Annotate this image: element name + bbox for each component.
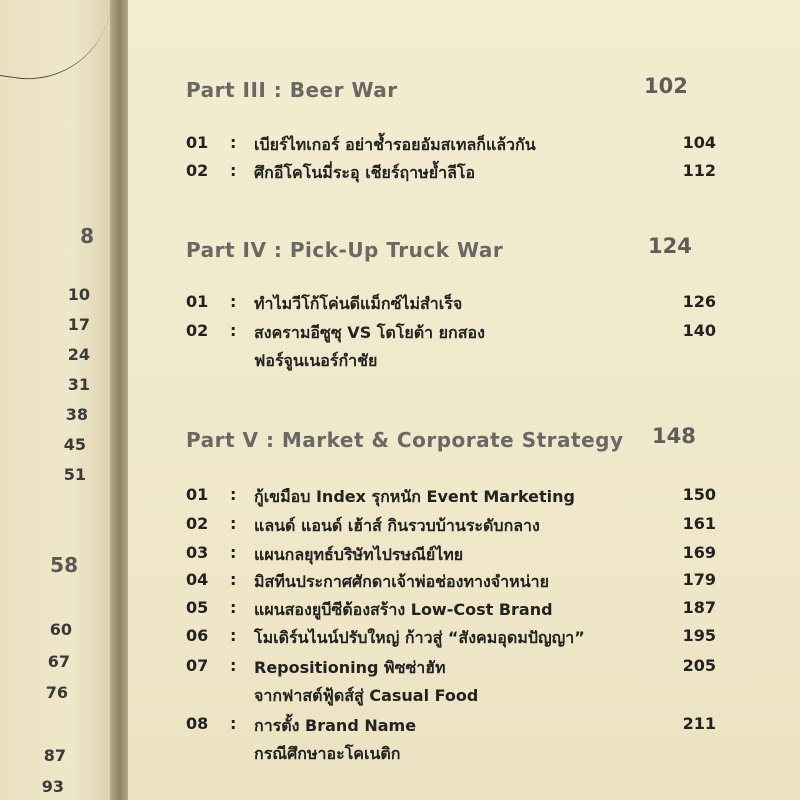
entry-title: ศึกอีโคโนมี่ระอุ เชียร์ฤาษย้ำลีโอ: [254, 163, 476, 182]
left-page-number: 76: [45, 683, 68, 702]
entry-colon: :: [230, 656, 237, 675]
entry-number: 02: [186, 321, 209, 340]
part-page-number: 102: [644, 74, 688, 98]
right-page: [128, 0, 800, 800]
left-page-number: 93: [41, 777, 64, 796]
entry-page: 104: [682, 133, 716, 152]
entry-number: 03: [186, 543, 209, 562]
entry-colon: :: [230, 161, 237, 180]
entry-title: ทำไมวีโก้โค่นดีแม็กซ์ไม่สำเร็จ: [254, 294, 463, 313]
part-page-number: 124: [648, 234, 692, 258]
entry-colon: :: [230, 598, 237, 617]
left-page-number: 8: [80, 224, 94, 248]
entry-number: 01: [186, 292, 209, 311]
left-page-number: 87: [43, 746, 66, 765]
entry-number: 01: [186, 133, 209, 152]
left-page-number: 17: [67, 315, 90, 334]
entry-page: 161: [682, 514, 716, 533]
entry-colon: :: [230, 292, 237, 311]
entry-title-continued: จากฟาสต์ฟู้ดส์สู่ Casual Food: [254, 686, 479, 705]
left-page-number: 67: [47, 652, 70, 671]
part-heading: Part III : Beer War: [186, 78, 398, 102]
entry-title: กู้เขมือบ Index รุกหนัก Event Marketing: [254, 487, 576, 506]
part-page-number: 148: [652, 424, 696, 448]
entry-colon: :: [230, 543, 237, 562]
entry-page: 205: [682, 656, 716, 675]
entry-page: 211: [682, 714, 716, 733]
left-page-number: 45: [63, 435, 86, 454]
entry-number: 01: [186, 485, 209, 504]
entry-colon: :: [230, 714, 237, 733]
left-page-number: 38: [65, 405, 88, 424]
entry-title: การตั้ง Brand Name: [254, 716, 417, 735]
entry-colon: :: [230, 133, 237, 152]
entry-colon: :: [230, 321, 237, 340]
entry-title: โมเดิร์นไนน์ปรับใหญ่ ก้าวสู่ “สังคมอุดมปัญญา”: [254, 628, 585, 647]
entry-number: 08: [186, 714, 209, 733]
entry-number: 05: [186, 598, 209, 617]
entry-colon: :: [230, 485, 237, 504]
entry-title: เบียร์ไทเกอร์ อย่าช้ำรอยอัมสเทลก็แล้วกัน: [254, 135, 536, 154]
entry-title: แผนกลยุทธ์บริษัทไปรษณีย์ไทย: [254, 545, 464, 564]
entry-number: 02: [186, 161, 209, 180]
entry-title: แผนสองยูบีซีต้องสร้าง Low-Cost Brand: [254, 600, 553, 619]
entry-page: 187: [682, 598, 716, 617]
left-page-number: 10: [67, 285, 90, 304]
entry-page: 179: [682, 570, 716, 589]
entry-number: 07: [186, 656, 209, 675]
entry-colon: :: [230, 626, 237, 645]
entry-colon: :: [230, 570, 237, 589]
left-page-number: 24: [67, 345, 90, 364]
entry-page: 150: [682, 485, 716, 504]
entry-page: 112: [682, 161, 716, 180]
page-curve-decoration: [0, 0, 118, 90]
entry-title: มิสทีนประกาศศักดาเจ้าพ่อช่องทางจำหน่าย: [254, 572, 549, 591]
entry-number: 06: [186, 626, 209, 645]
entry-title-continued: ฟอร์จูนเนอร์กำชัย: [254, 351, 378, 370]
part-heading: Part V : Market & Corporate Strategy: [186, 428, 624, 452]
entry-title: แลนด์ แอนด์ เฮ้าส์ กินรวบบ้านระดับกลาง: [254, 516, 540, 535]
entry-page: 195: [682, 626, 716, 645]
left-page-number: 58: [50, 553, 78, 577]
left-page-number: 60: [49, 620, 72, 639]
entry-number: 02: [186, 514, 209, 533]
left-page-number: 51: [63, 465, 86, 484]
entry-number: 04: [186, 570, 209, 589]
entry-page: 140: [682, 321, 716, 340]
entry-page: 169: [682, 543, 716, 562]
part-heading: Part IV : Pick-Up Truck War: [186, 238, 504, 262]
entry-title: สงครามอีซูซุ VS โตโยต้า ยกสอง: [254, 323, 485, 342]
left-page-number: 31: [67, 375, 90, 394]
entry-title-continued: กรณีศึกษาอะโคเนติก: [254, 744, 401, 763]
entry-title: Repositioning พิซซ่าฮัท: [254, 658, 446, 677]
entry-page: 126: [682, 292, 716, 311]
entry-colon: :: [230, 514, 237, 533]
left-page: [0, 0, 118, 800]
